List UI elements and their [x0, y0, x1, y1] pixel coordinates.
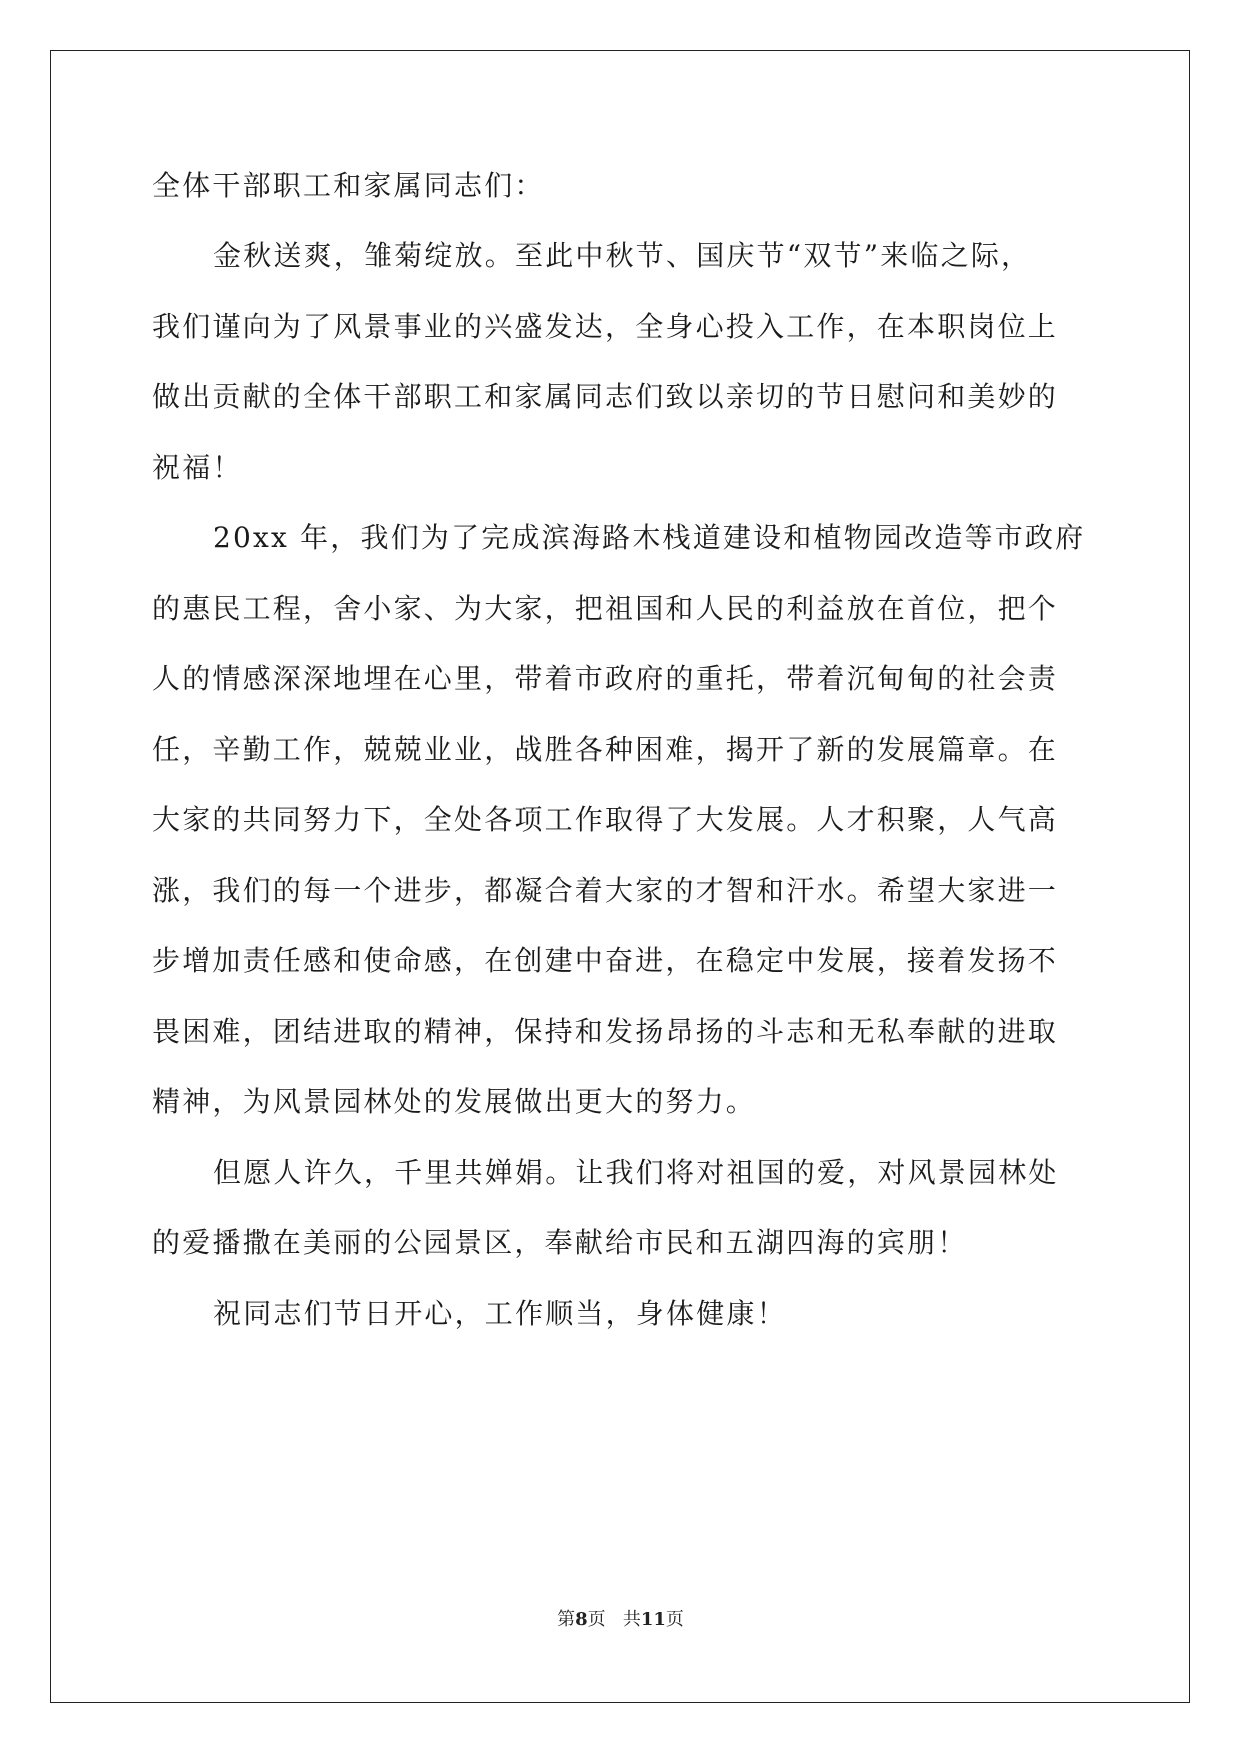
footer-total-suffix: 页 — [665, 1609, 684, 1630]
paragraph-1-line-4: 祝福！ — [152, 451, 243, 484]
closing-wish-line: 祝同志们节日开心，工作顺当，身体健康！ — [213, 1297, 787, 1330]
paragraph-2-line-7: 步增加责任感和使命感，在创建中奋进，在稳定中发展，接着发扬不 — [152, 944, 1059, 977]
footer-page-prefix: 第 — [557, 1609, 576, 1630]
paragraph-1-line-1: 金秋送爽，雏菊绽放。至此中秋节、国庆节“双节”来临之际， — [213, 239, 1032, 272]
salutation-line: 全体干部职工和家属同志们： — [152, 169, 545, 202]
paragraph-2-line-1: 20xx 年，我们为了完成滨海路木栈道建设和植物园改造等市政府 — [213, 521, 1086, 554]
paragraph-2-line-2: 的惠民工程，舍小家、为大家，把祖国和人民的利益放在首位，把个 — [152, 592, 1059, 625]
paragraph-2-line-6: 涨，我们的每一个进步，都凝合着大家的才智和汗水。希望大家进一 — [152, 874, 1059, 907]
paragraph-2-line-4: 任，辛勤工作，兢兢业业，战胜各种困难，揭开了新的发展篇章。在 — [152, 733, 1059, 766]
paragraph-2-line-5: 大家的共同努力下，全处各项工作取得了大发展。人才积聚，人气高 — [152, 803, 1059, 836]
paragraph-2-line-8: 畏困难，团结进取的精神，保持和发扬昂扬的斗志和无私奉献的进取 — [152, 1015, 1059, 1048]
paragraph-1-line-2: 我们谨向为了风景事业的兴盛发达，全身心投入工作，在本职岗位上 — [152, 310, 1059, 343]
footer-total-prefix: 共 — [622, 1609, 641, 1630]
footer-total-pages: 11 — [640, 1609, 666, 1630]
paragraph-2-line-3: 人的情感深深地埋在心里，带着市政府的重托，带着沉甸甸的社会责 — [152, 662, 1059, 695]
page-footer — [0, 1608, 1241, 1632]
paragraph-1-line-3: 做出贡献的全体干部职工和家属同志们致以亲切的节日慰问和美妙的 — [152, 380, 1059, 413]
paragraph-2-line-9: 精神，为风景园林处的发展做出更大的努力。 — [152, 1085, 757, 1118]
footer-page-suffix: 页 — [587, 1609, 606, 1630]
paragraph-3-line-2: 的爱播撒在美丽的公园景区，奉献给市民和五湖四海的宾朋！ — [152, 1226, 968, 1259]
footer-page-number: 8 — [575, 1609, 588, 1630]
paragraph-3-line-1: 但愿人许久，千里共婵娟。让我们将对祖国的爱，对风景园林处 — [213, 1156, 1059, 1189]
